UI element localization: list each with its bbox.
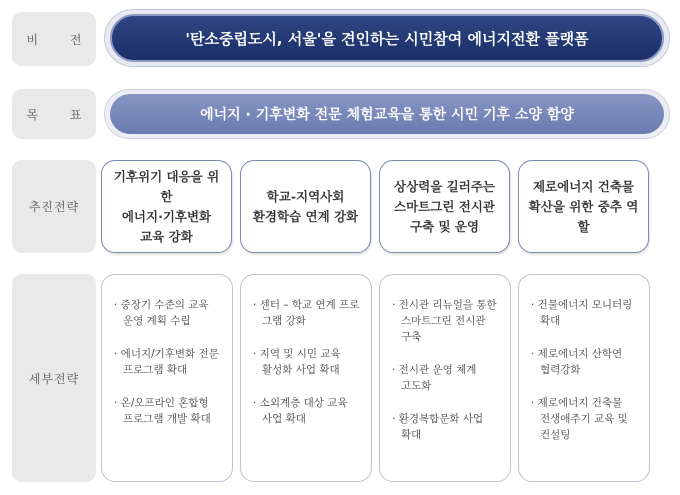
detail-item: · 소외계층 대상 교육 사업 확대: [253, 397, 348, 425]
row-label-strategy: 추진전략: [12, 160, 96, 253]
detail-box-3: [379, 274, 511, 482]
goal-banner: 에너지 · 기후변화 전문 체험교육을 통한 시민 기후 소양 함양: [110, 94, 664, 134]
strategy-box-1: 기후위기 대응을 위한 에너지·기후변화 교육 강화: [101, 160, 232, 253]
detail-item: · 제로에너지 건축물 전생애주기 교육 및 컨설팅: [531, 397, 628, 441]
strategy-box-4: 제로에너지 건축물 확산을 위한 중추 역할: [518, 160, 649, 253]
detail-item: · 온/오프라인 혼합형 프로그램 개발 확대: [114, 397, 211, 425]
detail-box-4: [518, 274, 650, 482]
row-label-vision: 비 전: [12, 12, 96, 66]
strategy-box-2: 학교-지역사회 환경학습 연계 강화: [240, 160, 371, 253]
detail-item: · 전시관 리뉴얼을 통한 스마트그린 전시관 구축: [392, 299, 497, 343]
detail-item: · 건물에너지 모니터링 확대: [531, 299, 633, 327]
detail-item: · 중장기 수준의 교육 운영 계획 수립: [114, 299, 209, 327]
row-label-goal: 목 표: [12, 89, 96, 139]
detail-item: · 환경복합문화 사업 확대: [392, 413, 484, 441]
detail-box-1: [101, 274, 233, 482]
detail-item: · 지역 및 시민 교육 활성화 사업 확대: [253, 348, 341, 376]
row-label-detail: 세부전략: [12, 274, 96, 482]
detail-item: · 에너지/기후변화 전문 프로그램 확대: [114, 348, 219, 376]
detail-item: · 제로에너지 산학연 협력강화: [531, 348, 623, 376]
vision-banner: '탄소중립도시, 서울'을 견인하는 시민참여 에너지전환 플랫폼: [110, 14, 664, 62]
detail-box-2: [240, 274, 372, 482]
detail-item: · 전시관 운영 체계 고도화: [392, 364, 477, 392]
detail-item: · 센터 – 학교 연계 프로 그램 강화: [253, 299, 360, 327]
strategy-box-3: 상상력을 길러주는 스마트그린 전시관 구축 및 운영: [379, 160, 510, 253]
